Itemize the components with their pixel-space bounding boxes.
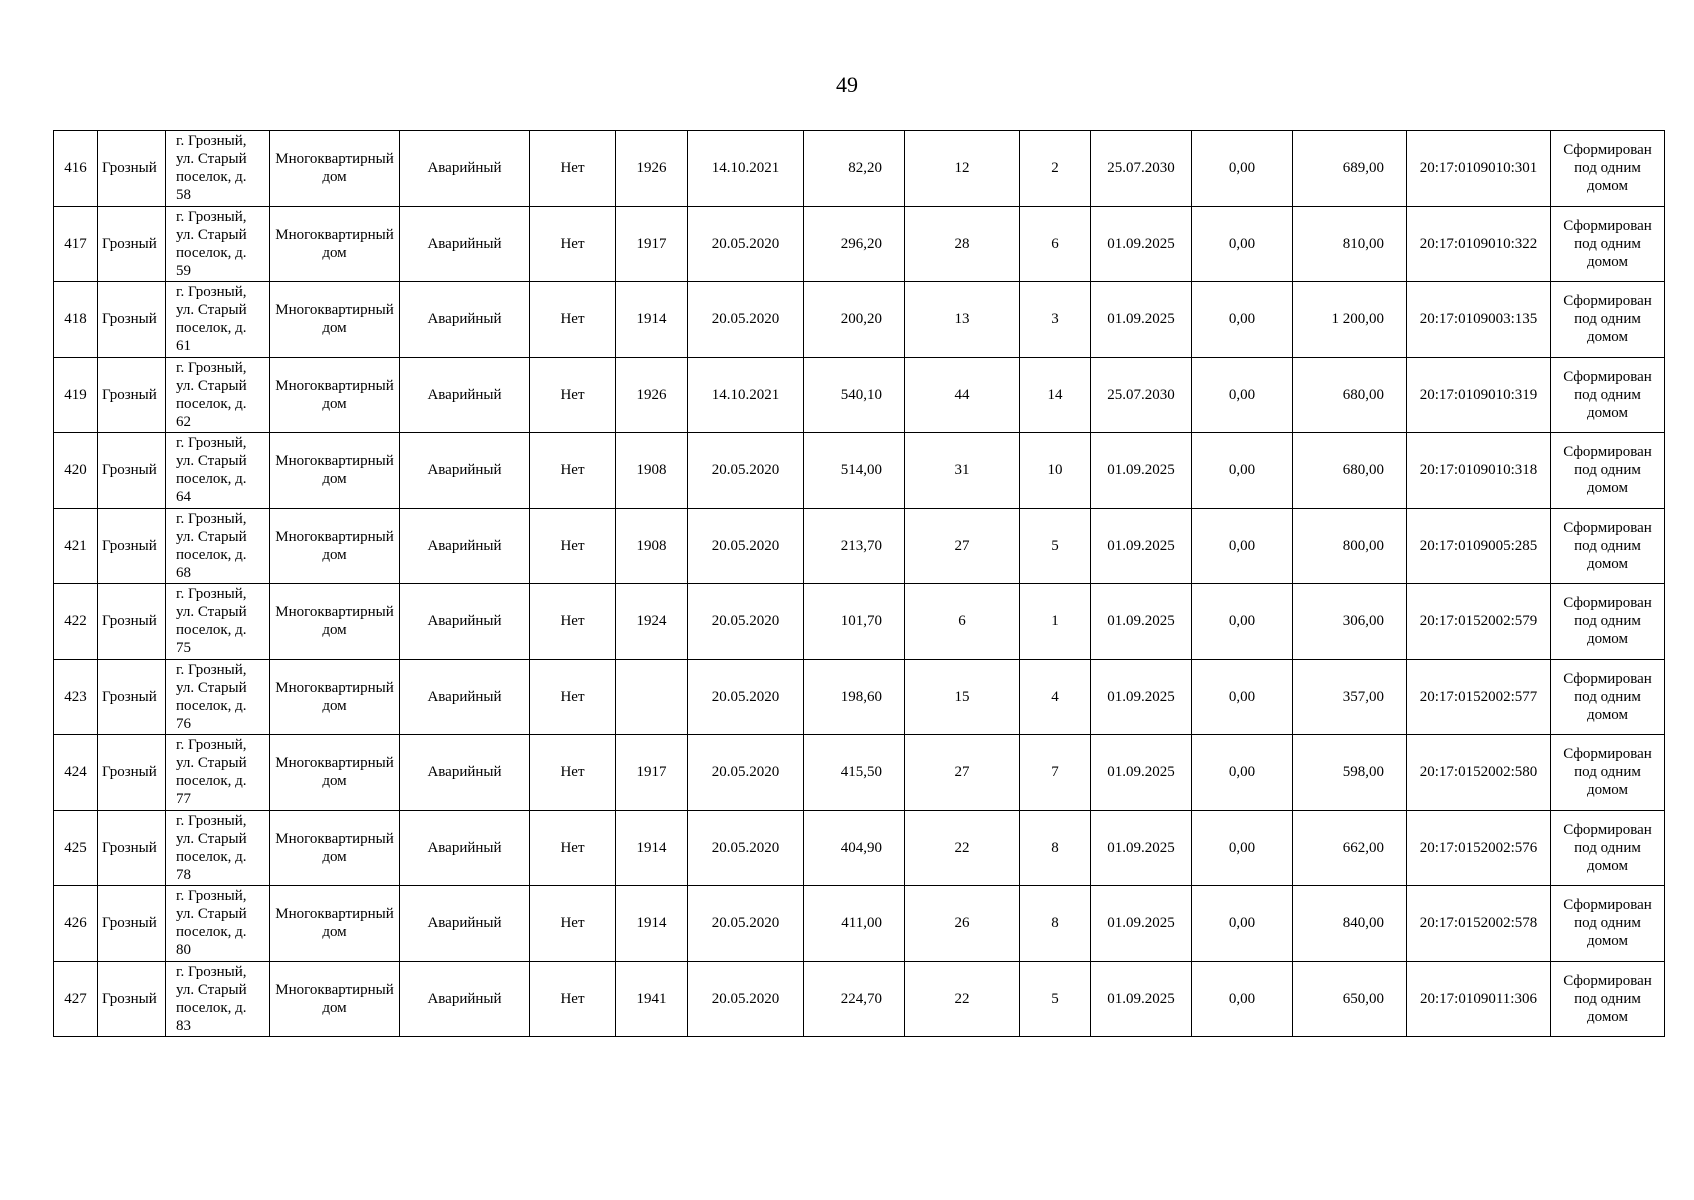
table-row: [54, 961, 1665, 1037]
units-cell: 3: [1020, 282, 1091, 358]
planned-date-cell: 01.09.2025: [1091, 810, 1192, 886]
condition-cell: Аварийный: [400, 659, 530, 735]
recognition-date-cell: 20.05.2020: [688, 433, 804, 509]
flag-cell: Нет: [530, 433, 616, 509]
cadastral-number-cell: 20:17:0109010:322: [1407, 206, 1551, 282]
flag-cell: Нет: [530, 659, 616, 735]
condition-cell: Аварийный: [400, 810, 530, 886]
recognition-date-cell: 20.05.2020: [688, 961, 804, 1037]
flag-cell: Нет: [530, 357, 616, 433]
condition-cell: Аварийный: [400, 584, 530, 660]
value-1-cell: 0,00: [1192, 131, 1293, 207]
flag-cell: Нет: [530, 886, 616, 962]
value-1-cell: 0,00: [1192, 886, 1293, 962]
residents-cell: 44: [905, 357, 1020, 433]
condition-cell: Аварийный: [400, 357, 530, 433]
planned-date-cell: 01.09.2025: [1091, 508, 1192, 584]
table-row: [54, 735, 1665, 811]
flag-cell: Нет: [530, 810, 616, 886]
address-cell: г. Грозный, ул. Старый поселок, д. 58: [166, 131, 270, 207]
residents-cell: 15: [905, 659, 1020, 735]
table-row: [54, 131, 1665, 207]
value-2-cell: 650,00: [1293, 961, 1407, 1037]
residents-cell: 27: [905, 735, 1020, 811]
address-cell: г. Грозный, ул. Старый поселок, д. 59: [166, 206, 270, 282]
settlement-cell: Грозный: [98, 433, 166, 509]
value-1-cell: 0,00: [1192, 810, 1293, 886]
units-cell: 10: [1020, 433, 1091, 509]
building-type-cell: Многоквартирный дом: [270, 810, 400, 886]
row-number-cell: 424: [54, 735, 98, 811]
value-1-cell: 0,00: [1192, 961, 1293, 1037]
area-cell: 224,70: [804, 961, 905, 1037]
table-row: [54, 282, 1665, 358]
recognition-date-cell: 20.05.2020: [688, 508, 804, 584]
flag-cell: Нет: [530, 206, 616, 282]
building-type-cell: Многоквартирный дом: [270, 886, 400, 962]
building-type-cell: Многоквартирный дом: [270, 735, 400, 811]
table-row: [54, 810, 1665, 886]
flag-cell: Нет: [530, 508, 616, 584]
year-built-cell: 1914: [616, 886, 688, 962]
flag-cell: Нет: [530, 735, 616, 811]
area-cell: 82,20: [804, 131, 905, 207]
condition-cell: Аварийный: [400, 735, 530, 811]
value-1-cell: 0,00: [1192, 735, 1293, 811]
year-built-cell: 1926: [616, 357, 688, 433]
cadastral-number-cell: 20:17:0152002:577: [1407, 659, 1551, 735]
settlement-cell: Грозный: [98, 810, 166, 886]
condition-cell: Аварийный: [400, 961, 530, 1037]
settlement-cell: Грозный: [98, 961, 166, 1037]
settlement-cell: Грозный: [98, 206, 166, 282]
row-number-cell: 416: [54, 131, 98, 207]
address-cell: г. Грозный, ул. Старый поселок, д. 62: [166, 357, 270, 433]
building-type-cell: Многоквартирный дом: [270, 659, 400, 735]
residents-cell: 6: [905, 584, 1020, 660]
area-cell: 101,70: [804, 584, 905, 660]
year-built-cell: 1914: [616, 810, 688, 886]
area-cell: 415,50: [804, 735, 905, 811]
recognition-date-cell: 20.05.2020: [688, 659, 804, 735]
planned-date-cell: 01.09.2025: [1091, 735, 1192, 811]
flag-cell: Нет: [530, 282, 616, 358]
housing-registry-table: [53, 130, 1665, 1037]
year-built-cell: [616, 659, 688, 735]
condition-cell: Аварийный: [400, 508, 530, 584]
value-2-cell: 598,00: [1293, 735, 1407, 811]
building-type-cell: Многоквартирный дом: [270, 357, 400, 433]
value-1-cell: 0,00: [1192, 659, 1293, 735]
value-2-cell: 810,00: [1293, 206, 1407, 282]
table-row: [54, 508, 1665, 584]
address-cell: г. Грозный, ул. Старый поселок, д. 76: [166, 659, 270, 735]
planned-date-cell: 01.09.2025: [1091, 961, 1192, 1037]
settlement-cell: Грозный: [98, 735, 166, 811]
row-number-cell: 422: [54, 584, 98, 660]
building-type-cell: Многоквартирный дом: [270, 508, 400, 584]
table-row: [54, 433, 1665, 509]
value-2-cell: 800,00: [1293, 508, 1407, 584]
units-cell: 2: [1020, 131, 1091, 207]
flag-cell: Нет: [530, 584, 616, 660]
address-cell: г. Грозный, ул. Старый поселок, д. 80: [166, 886, 270, 962]
year-built-cell: 1924: [616, 584, 688, 660]
building-type-cell: Многоквартирный дом: [270, 961, 400, 1037]
settlement-cell: Грозный: [98, 508, 166, 584]
recognition-date-cell: 20.05.2020: [688, 735, 804, 811]
value-1-cell: 0,00: [1192, 357, 1293, 433]
residents-cell: 13: [905, 282, 1020, 358]
land-plot-note-cell: Сформирован под одним домом: [1551, 508, 1665, 584]
area-cell: 198,60: [804, 659, 905, 735]
row-number-cell: 419: [54, 357, 98, 433]
year-built-cell: 1908: [616, 433, 688, 509]
value-1-cell: 0,00: [1192, 508, 1293, 584]
value-2-cell: 662,00: [1293, 810, 1407, 886]
residents-cell: 31: [905, 433, 1020, 509]
area-cell: 200,20: [804, 282, 905, 358]
area-cell: 540,10: [804, 357, 905, 433]
recognition-date-cell: 20.05.2020: [688, 584, 804, 660]
condition-cell: Аварийный: [400, 886, 530, 962]
table-row: [54, 357, 1665, 433]
cadastral-number-cell: 20:17:0152002:579: [1407, 584, 1551, 660]
building-type-cell: Многоквартирный дом: [270, 282, 400, 358]
year-built-cell: 1917: [616, 206, 688, 282]
recognition-date-cell: 14.10.2021: [688, 357, 804, 433]
flag-cell: Нет: [530, 131, 616, 207]
land-plot-note-cell: Сформирован под одним домом: [1551, 282, 1665, 358]
units-cell: 4: [1020, 659, 1091, 735]
units-cell: 14: [1020, 357, 1091, 433]
residents-cell: 28: [905, 206, 1020, 282]
land-plot-note-cell: Сформирован под одним домом: [1551, 206, 1665, 282]
condition-cell: Аварийный: [400, 206, 530, 282]
year-built-cell: 1908: [616, 508, 688, 584]
table-row: [54, 584, 1665, 660]
value-2-cell: 840,00: [1293, 886, 1407, 962]
area-cell: 514,00: [804, 433, 905, 509]
recognition-date-cell: 20.05.2020: [688, 206, 804, 282]
settlement-cell: Грозный: [98, 357, 166, 433]
settlement-cell: Грозный: [98, 131, 166, 207]
area-cell: 404,90: [804, 810, 905, 886]
row-number-cell: 425: [54, 810, 98, 886]
planned-date-cell: 01.09.2025: [1091, 584, 1192, 660]
cadastral-number-cell: 20:17:0109003:135: [1407, 282, 1551, 358]
address-cell: г. Грозный, ул. Старый поселок, д. 75: [166, 584, 270, 660]
planned-date-cell: 25.07.2030: [1091, 131, 1192, 207]
cadastral-number-cell: 20:17:0109010:319: [1407, 357, 1551, 433]
units-cell: 5: [1020, 508, 1091, 584]
table-row: [54, 886, 1665, 962]
value-2-cell: 306,00: [1293, 584, 1407, 660]
planned-date-cell: 25.07.2030: [1091, 357, 1192, 433]
value-2-cell: 680,00: [1293, 357, 1407, 433]
address-cell: г. Грозный, ул. Старый поселок, д. 64: [166, 433, 270, 509]
value-1-cell: 0,00: [1192, 206, 1293, 282]
flag-cell: Нет: [530, 961, 616, 1037]
land-plot-note-cell: Сформирован под одним домом: [1551, 810, 1665, 886]
planned-date-cell: 01.09.2025: [1091, 659, 1192, 735]
land-plot-note-cell: Сформирован под одним домом: [1551, 659, 1665, 735]
residents-cell: 22: [905, 810, 1020, 886]
planned-date-cell: 01.09.2025: [1091, 282, 1192, 358]
row-number-cell: 418: [54, 282, 98, 358]
land-plot-note-cell: Сформирован под одним домом: [1551, 433, 1665, 509]
address-cell: г. Грозный, ул. Старый поселок, д. 77: [166, 735, 270, 811]
residents-cell: 22: [905, 961, 1020, 1037]
address-cell: г. Грозный, ул. Старый поселок, д. 68: [166, 508, 270, 584]
area-cell: 411,00: [804, 886, 905, 962]
building-type-cell: Многоквартирный дом: [270, 206, 400, 282]
recognition-date-cell: 20.05.2020: [688, 886, 804, 962]
value-2-cell: 357,00: [1293, 659, 1407, 735]
building-type-cell: Многоквартирный дом: [270, 131, 400, 207]
row-number-cell: 423: [54, 659, 98, 735]
row-number-cell: 427: [54, 961, 98, 1037]
address-cell: г. Грозный, ул. Старый поселок, д. 61: [166, 282, 270, 358]
cadastral-number-cell: 20:17:0152002:576: [1407, 810, 1551, 886]
row-number-cell: 421: [54, 508, 98, 584]
table-body: [54, 131, 1665, 1037]
cadastral-number-cell: 20:17:0152002:578: [1407, 886, 1551, 962]
units-cell: 1: [1020, 584, 1091, 660]
building-type-cell: Многоквартирный дом: [270, 584, 400, 660]
value-1-cell: 0,00: [1192, 433, 1293, 509]
settlement-cell: Грозный: [98, 659, 166, 735]
units-cell: 5: [1020, 961, 1091, 1037]
land-plot-note-cell: Сформирован под одним домом: [1551, 961, 1665, 1037]
units-cell: 6: [1020, 206, 1091, 282]
address-cell: г. Грозный, ул. Старый поселок, д. 83: [166, 961, 270, 1037]
planned-date-cell: 01.09.2025: [1091, 433, 1192, 509]
cadastral-number-cell: 20:17:0152002:580: [1407, 735, 1551, 811]
land-plot-note-cell: Сформирован под одним домом: [1551, 886, 1665, 962]
recognition-date-cell: 14.10.2021: [688, 131, 804, 207]
year-built-cell: 1926: [616, 131, 688, 207]
condition-cell: Аварийный: [400, 282, 530, 358]
value-2-cell: 1 200,00: [1293, 282, 1407, 358]
land-plot-note-cell: Сформирован под одним домом: [1551, 735, 1665, 811]
row-number-cell: 420: [54, 433, 98, 509]
land-plot-note-cell: Сформирован под одним домом: [1551, 357, 1665, 433]
units-cell: 8: [1020, 810, 1091, 886]
value-1-cell: 0,00: [1192, 584, 1293, 660]
units-cell: 8: [1020, 886, 1091, 962]
planned-date-cell: 01.09.2025: [1091, 886, 1192, 962]
residents-cell: 27: [905, 508, 1020, 584]
residents-cell: 26: [905, 886, 1020, 962]
land-plot-note-cell: Сформирован под одним домом: [1551, 131, 1665, 207]
table-row: [54, 659, 1665, 735]
value-2-cell: 680,00: [1293, 433, 1407, 509]
units-cell: 7: [1020, 735, 1091, 811]
address-cell: г. Грозный, ул. Старый поселок, д. 78: [166, 810, 270, 886]
recognition-date-cell: 20.05.2020: [688, 282, 804, 358]
settlement-cell: Грозный: [98, 282, 166, 358]
value-2-cell: 689,00: [1293, 131, 1407, 207]
land-plot-note-cell: Сформирован под одним домом: [1551, 584, 1665, 660]
row-number-cell: 426: [54, 886, 98, 962]
condition-cell: Аварийный: [400, 131, 530, 207]
condition-cell: Аварийный: [400, 433, 530, 509]
recognition-date-cell: 20.05.2020: [688, 810, 804, 886]
building-type-cell: Многоквартирный дом: [270, 433, 400, 509]
area-cell: 296,20: [804, 206, 905, 282]
year-built-cell: 1941: [616, 961, 688, 1037]
cadastral-number-cell: 20:17:0109010:301: [1407, 131, 1551, 207]
table-row: [54, 206, 1665, 282]
cadastral-number-cell: 20:17:0109010:318: [1407, 433, 1551, 509]
page-number: 49: [836, 72, 858, 97]
cadastral-number-cell: 20:17:0109005:285: [1407, 508, 1551, 584]
year-built-cell: 1914: [616, 282, 688, 358]
residents-cell: 12: [905, 131, 1020, 207]
settlement-cell: Грозный: [98, 886, 166, 962]
settlement-cell: Грозный: [98, 584, 166, 660]
planned-date-cell: 01.09.2025: [1091, 206, 1192, 282]
cadastral-number-cell: 20:17:0109011:306: [1407, 961, 1551, 1037]
row-number-cell: 417: [54, 206, 98, 282]
year-built-cell: 1917: [616, 735, 688, 811]
area-cell: 213,70: [804, 508, 905, 584]
value-1-cell: 0,00: [1192, 282, 1293, 358]
